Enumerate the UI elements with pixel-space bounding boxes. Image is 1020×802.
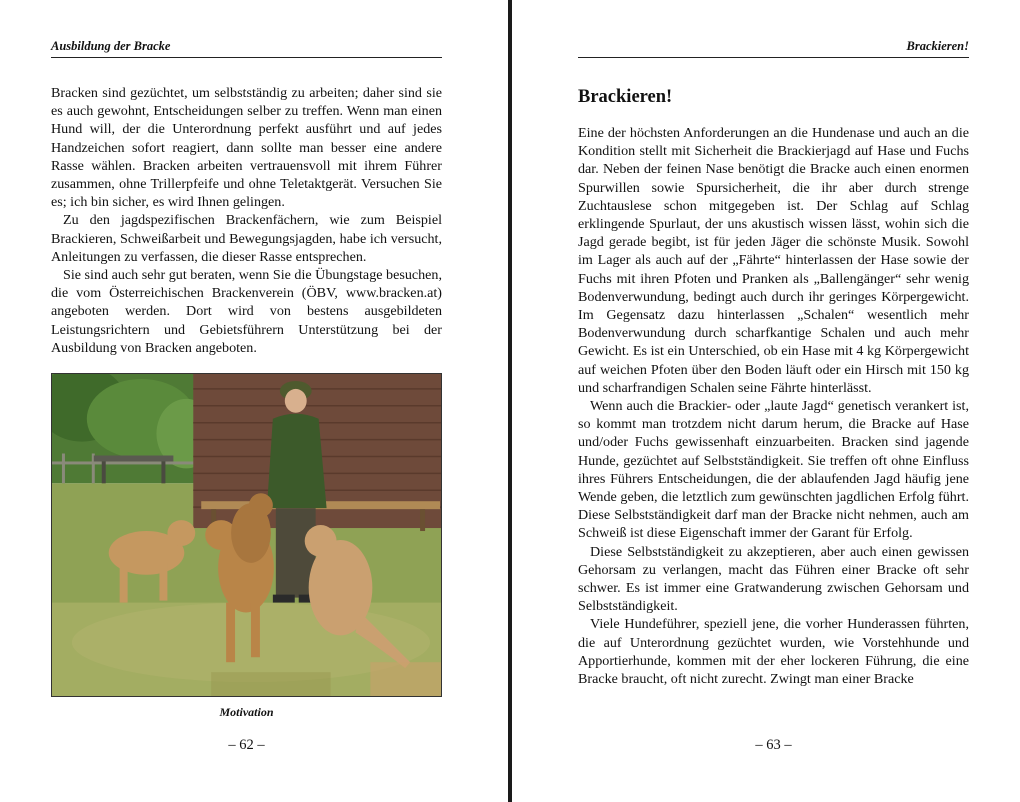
running-head-left: Ausbildung der Bracke	[51, 39, 171, 53]
paragraph: Wenn auch die Brackier- oder „laute Jagd“ genetisch verankert ist, so kommt man trotzdem nicht darum herum, die Bracke auf Hase und/oder Fuchs gewissenhaft einzuarbeiten. Bracken sind jagende Hunde, gezüchtet auf Selbstständigkeit. Sie treffen oft ohne Einfluss ihres Führers Entscheidungen, die der ablaufenden Jagd häufig jene Wende geben, die letztlich zum gewünschten jagdlichen Erfolg führt. Diese Selbstständigkeit darf man der Bracke nicht nehmen, auch am Schweiß ist diese Eigenschaft immer der Garant für Erfolg.	[578, 398, 969, 542]
paragraph: Diese Selbstständigkeit zu akzeptieren, aber auch einen gewissen Gehorsam zu verlangen, macht das Führen einer Bracke oft sehr schwer. Es ist immer eine Gratwanderung zwischen Gehorsam und Selbstständigkeit.	[578, 543, 969, 615]
paragraph: Eine der höchsten Anforderungen an die Hundenase und auch an die Kondition stellt mit Sicherheit die Brackierjagd auf Hase und Fuchs dar. Neben der feinen Nase benötigt die Bracke auch einen enormen Spurwillen sowie Spursicherheit, die ihr aber durch strenge Zuchtauslese schon mitgegeben ist. Der Schlag auf Schlag erklingende Spurlaut, der uns akustisch wissen lässt, wohin sich die Jagd gerade begibt, ist für jeden Jäger die schönste Musik. Sowohl im Lager als auch auf der „Fährte“ hinterlassen der Hase sowie der Fuchs mit ihren Pfoten und Pranken als „Ballengänger“ sehr wenig Bodenverwundung, bedingt auch durch ihr geringes Körpergewicht. Im Gegensatz dazu hinterlassen „Schalen“ wesentlich mehr Bodenverwundung durch scharfkantige Schalen und auch mehr Gewicht. Es ist ein Unterschied, ob ein Hase mit 4 kg Körpergewicht auf weichen Pfoten über den Boden läuft oder ein Hirsch mit 150 kg und scharfrandigen Schalen seine Fährte hinterlässt.	[578, 125, 969, 396]
right-page	[512, 0, 1020, 802]
page-number-right: – 63 –	[755, 737, 792, 753]
paragraph: Bracken sind gezüchtet, um selbstständig zu arbeiten; daher sind sie es auch gewohnt, Entscheidungen selber zu treffen. Wenn man einen Hund will, der die Unterordnung perfekt ausführt und auf jedes Handzeichen sofort reagiert, dann sollte man besser eine andere Rasse wählen. Bracken arbeiten vertrauensvoll mit ihrem Führer zusammen, ohne Trillerpfeife und ohne Teletaktgerät. Versuchen Sie es; ich bin sicher, es wird Ihnen gelingen.	[51, 85, 442, 211]
paragraph: Sie sind auch sehr gut beraten, wenn Sie die Übungstage besuchen, die vom Österreichischen Brackenverein (ÖBV, www.bracken.at) angeboten werden. Dort wird von bestens ausgebildeten Leistungsrichtern und Gebietsführern Unterstützung bei der Ausbildung von Bracken angeboten.	[51, 267, 442, 356]
running-head-right: Brackieren!	[906, 39, 969, 53]
body-text-right	[578, 124, 969, 688]
paragraph: Viele Hundeführer, speziell jene, die vorher Hunderassen führten, die auf Unterordnung gezüchtet wurden, wie Vorstehhunde und Apportierhunde, kommen mit der eher lockeren Führung, die eine Bracke braucht, oft nicht zurecht. Zwingt man einer Bracke	[578, 616, 969, 688]
photo-dogs-with-handler	[51, 373, 442, 697]
photo-caption: Motivation	[219, 705, 274, 719]
photo-illustration	[52, 374, 441, 696]
header-rule-left	[51, 57, 442, 58]
page-number-left: – 62 –	[228, 737, 265, 753]
paragraph: Zu den jagdspezifischen Brackenfächern, wie zum Beispiel Brackieren, Schweißarbeit und Bewegungsjagden, habe ich versucht, Anleitungen zu verfassen, die dieser Rasse entsprechen.	[51, 212, 442, 265]
body-text-left	[51, 84, 442, 357]
left-page	[0, 0, 508, 802]
section-title: Brackieren!	[578, 87, 673, 107]
header-rule-right	[578, 57, 969, 58]
